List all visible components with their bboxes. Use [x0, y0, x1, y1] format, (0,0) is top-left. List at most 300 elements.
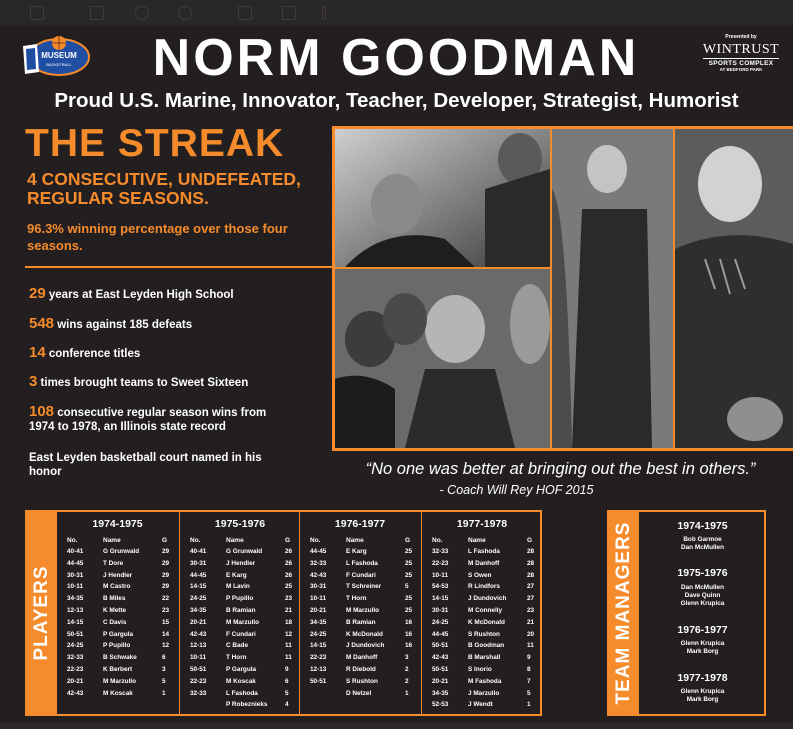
player-name: M Marzullo [346, 607, 380, 614]
player-name: S Rushton [468, 630, 500, 638]
stat-number: 29 [29, 285, 46, 302]
team-managers [607, 510, 766, 716]
table-row [180, 690, 300, 702]
stat-text: East Leyden basketball court named in his honor [29, 452, 262, 478]
table-row [180, 678, 300, 690]
jersey-number: 24-25 [190, 595, 207, 603]
player-name: T Schreiner [346, 583, 382, 591]
player-name: R Diebold [346, 666, 376, 673]
table-row [300, 572, 420, 584]
season-column [421, 512, 542, 714]
player-name: T Horn [226, 654, 247, 662]
jersey-number: 30-31 [67, 571, 84, 579]
games-played: 9 [527, 654, 531, 662]
jersey-number: 10-11 [432, 571, 448, 579]
svg-text:MUSEUM: MUSEUM [41, 51, 77, 60]
sponsor-line1: SPORTS COMPLEX [708, 60, 774, 67]
manager-name: Mark Borg [686, 696, 719, 703]
player-name: G Grunwald [103, 548, 140, 555]
table-row [180, 654, 300, 666]
jersey-number: 50-51 [432, 642, 449, 650]
table-row [180, 666, 300, 678]
jersey-number: 14-15 [310, 642, 327, 650]
games-played: 23 [162, 607, 170, 614]
player-name: P Gargula [226, 666, 257, 673]
col-header-name: Name [226, 537, 244, 544]
jersey-number: 44-45 [432, 630, 449, 638]
table-row [57, 583, 178, 595]
table-row [57, 666, 178, 678]
player-name: G Grunwald [226, 548, 263, 555]
player-name: M Castro [103, 583, 131, 591]
table-row [57, 619, 178, 631]
games-played: 5 [527, 689, 531, 697]
games-played: 25 [405, 559, 413, 567]
games-played: 16 [405, 642, 413, 650]
games-played: 11 [285, 642, 292, 650]
manager-season-year: 1976-1977 [677, 624, 728, 636]
sponsor-line2: AT BEDFORD PARK [719, 67, 763, 72]
table-row [180, 583, 300, 595]
jersey-number: 24-25 [67, 642, 84, 650]
table-row [422, 583, 542, 595]
games-played: 23 [527, 607, 535, 614]
player-name: C Bade [226, 642, 249, 650]
photo-coach-portrait [675, 129, 793, 448]
manager-season-year: 1977-1978 [677, 672, 728, 684]
jersey-number: 30-31 [190, 559, 207, 567]
manager-name: Glenn Krupica [680, 640, 725, 647]
player-name: M Connelly [468, 607, 503, 614]
stat-item [29, 287, 329, 302]
table-row [57, 572, 178, 584]
photo-coach-sideline [335, 129, 550, 267]
jersey-number: 32-33 [190, 689, 207, 697]
player-name: J Hendler [226, 559, 256, 567]
jersey-number: 44-45 [310, 548, 327, 555]
table-row [300, 642, 420, 654]
games-played: 25 [285, 583, 293, 591]
table-row [180, 595, 300, 607]
player-name: B Miles [103, 595, 126, 603]
table-row [57, 548, 178, 560]
manager-name: Bob Garmoe [683, 536, 722, 543]
table-row [300, 678, 420, 690]
jersey-number: 12-13 [67, 607, 84, 614]
table-row [422, 548, 542, 560]
stat-number: 14 [29, 344, 46, 361]
jersey-number: 50-51 [67, 630, 84, 638]
games-played: 14 [162, 630, 170, 638]
stat-text: years at East Leyden High School [48, 289, 234, 301]
player-name: L Fashoda [468, 548, 500, 555]
games-played: 1 [527, 701, 531, 709]
jersey-number: 34-35 [432, 689, 449, 697]
player-name: M Danhoff [468, 559, 500, 567]
page-title: NORM GOODMAN [152, 29, 640, 87]
player-name: K McDonald [346, 630, 383, 638]
games-played: 1 [162, 689, 166, 697]
player-name: B Ramian [226, 607, 256, 614]
col-header-no: No. [310, 537, 321, 544]
manager-names [639, 536, 766, 552]
jersey-number: 12-13 [190, 642, 207, 650]
table-row [180, 701, 300, 713]
games-played: 3 [405, 654, 409, 662]
player-name: M Koscak [103, 689, 133, 697]
jersey-number: 50-51 [432, 666, 449, 673]
jersey-number: 50-51 [190, 666, 207, 673]
player-name: R Lindfors [468, 583, 500, 591]
games-played: 28 [527, 571, 535, 579]
managers-label: TEAM MANAGERS [613, 521, 634, 705]
table-row [422, 642, 542, 654]
games-played: 26 [285, 571, 293, 579]
table-row [57, 607, 178, 619]
player-name: B Marshall [468, 654, 501, 662]
player-name: B Schwake [103, 654, 137, 662]
divider [25, 266, 337, 268]
table-row [300, 666, 420, 678]
table-row [300, 654, 420, 666]
player-name: K Berbert [103, 666, 133, 673]
jersey-number: 50-51 [310, 677, 327, 685]
player-name: P Robeznieks [226, 701, 268, 709]
table-row [422, 631, 542, 643]
col-header-name: Name [103, 537, 121, 544]
player-name: J Dundovich [346, 642, 385, 650]
player-name: T Horn [346, 595, 367, 603]
games-played: 29 [162, 559, 170, 567]
games-played: 11 [285, 654, 292, 662]
table-row [300, 619, 420, 631]
stat-item [29, 346, 329, 361]
jersey-number: 14-15 [67, 618, 84, 626]
stat-text: wins against 185 defeats [57, 319, 193, 331]
stat-item [29, 451, 294, 479]
games-played: 25 [405, 595, 413, 603]
games-played: 1 [405, 689, 409, 697]
quote-text: “No one was better at bringing out the best in others.” [365, 460, 756, 478]
games-played: 29 [162, 583, 170, 591]
jersey-number: 20-21 [310, 607, 327, 614]
manager-name: Mark Borg [686, 648, 719, 655]
games-played: 5 [162, 677, 166, 685]
jersey-number: 24-25 [432, 618, 449, 626]
jersey-number: 22-23 [310, 654, 327, 662]
season-column [299, 512, 420, 714]
player-name: J Wendt [468, 701, 493, 709]
games-played: 21 [285, 607, 293, 614]
clock-icon[interactable] [135, 6, 149, 20]
table-row [57, 642, 178, 654]
jersey-number: 44-45 [67, 559, 84, 567]
games-played: 27 [527, 583, 535, 591]
stat-number: 548 [29, 315, 55, 332]
jersey-number: 34-35 [190, 607, 207, 614]
player-name: S Owen [468, 571, 492, 579]
mail-icon[interactable] [90, 6, 104, 20]
jersey-number: 14-15 [432, 595, 449, 603]
table-row [180, 642, 300, 654]
jersey-number: 42-43 [310, 571, 327, 579]
games-played: 12 [285, 630, 293, 638]
jersey-number: 44-45 [190, 571, 207, 579]
table-row [422, 607, 542, 619]
player-name: T Dore [103, 559, 124, 567]
games-played: 29 [162, 548, 170, 555]
table-row [57, 631, 178, 643]
games-played: 8 [527, 666, 531, 673]
jersey-number: 22-23 [67, 666, 84, 673]
jersey-number: 42-43 [67, 689, 84, 697]
sponsor-brand: WINTRUST [702, 42, 780, 57]
games-played: 28 [527, 559, 535, 567]
jersey-number: 14-15 [190, 583, 207, 591]
player-name: M Marzullo [226, 618, 260, 626]
games-played: 22 [162, 595, 170, 603]
col-header-g: G [162, 537, 168, 544]
jersey-number: 30-31 [432, 607, 449, 614]
table-row [57, 678, 178, 690]
player-name: M Danhoff [346, 654, 378, 662]
games-played: 25 [405, 607, 413, 614]
col-header-g: G [405, 537, 411, 544]
manager-name: Dan McMullen [681, 584, 724, 591]
manager-name: Dave Quinn [684, 592, 721, 599]
basketball-museum-logo [13, 34, 93, 80]
manager-season-year: 1975-1976 [677, 567, 728, 579]
player-name: J Hendler [103, 571, 133, 579]
season-title: 1975-1976 [214, 518, 266, 530]
table-row [422, 560, 542, 572]
photo-collage [332, 126, 793, 451]
manager-name: Glenn Krupica [680, 688, 725, 695]
player-name: L Fashoda [226, 689, 258, 697]
jersey-number: 42-43 [432, 654, 449, 662]
check-circle-icon[interactable] [178, 6, 192, 20]
stat-text: consecutive regular season wins from 1974 to 1978, an Illinois state record [29, 407, 267, 433]
jersey-number: 30-31 [310, 583, 327, 591]
photo-coach-huddle [335, 269, 550, 448]
table-row [422, 666, 542, 678]
jersey-number: 40-41 [190, 548, 207, 555]
table-row [180, 560, 300, 572]
season-column [179, 512, 300, 714]
player-name: E Karg [346, 548, 367, 555]
games-played: 5 [285, 689, 289, 697]
jersey-number: 32-33 [67, 654, 84, 662]
games-played: 3 [162, 666, 166, 673]
season-column [57, 512, 178, 714]
streak-subheading: 4 CONSECUTIVE, UNDEFEATED, REGULAR SEASONS. [27, 169, 301, 208]
games-played: 9 [285, 666, 289, 673]
table-row [57, 595, 178, 607]
player-name: F Cundari [226, 630, 256, 638]
jersey-number: 34-35 [310, 618, 327, 626]
player-name: S Rushton [346, 677, 378, 685]
manager-names [639, 640, 766, 656]
player-name: M Fashoda [468, 677, 502, 685]
games-played: 20 [527, 630, 535, 638]
season-title: 1976-1977 [334, 518, 386, 530]
jersey-number: 32-33 [310, 559, 327, 567]
season-title: 1977-1978 [456, 518, 508, 530]
bottom-bar [0, 722, 793, 729]
jersey-number: 20-21 [432, 677, 449, 685]
player-name: K Mette [103, 607, 127, 614]
table-row [180, 572, 300, 584]
streak-heading: THE STREAK [25, 122, 285, 165]
games-played: 16 [405, 630, 413, 638]
table-row [300, 583, 420, 595]
jersey-number: 10-11 [310, 595, 326, 603]
table-row [300, 595, 420, 607]
table-row [180, 619, 300, 631]
games-played: 5 [405, 583, 409, 591]
stat-number: 108 [29, 403, 55, 420]
jersey-number: 10-11 [190, 654, 206, 662]
player-name: B Ramian [346, 618, 376, 626]
games-played: 29 [162, 571, 170, 579]
stat-number: 3 [29, 373, 38, 390]
player-name: M Lavin [226, 583, 250, 591]
jersey-number: 12-13 [310, 666, 327, 673]
games-played: 11 [527, 642, 534, 650]
jersey-number: 40-41 [67, 548, 84, 555]
manager-name: Glenn Krupica [680, 600, 725, 607]
table-row [57, 654, 178, 666]
stat-text: times brought teams to Sweet Sixteen [40, 377, 249, 389]
col-header-name: Name [346, 537, 364, 544]
col-header-g: G [527, 537, 533, 544]
games-played: 25 [405, 548, 413, 555]
table-row [300, 548, 420, 560]
col-header-no: No. [67, 537, 78, 544]
games-played: 27 [527, 595, 535, 603]
table-row [180, 548, 300, 560]
table-row [422, 595, 542, 607]
streak-percentage: 96.3% winning percentage over those four seasons. [27, 221, 288, 253]
games-played: 2 [405, 677, 409, 685]
table-row [300, 607, 420, 619]
games-played: 28 [527, 548, 535, 555]
presented-by: Presented by [725, 34, 757, 40]
games-played: 7 [527, 677, 531, 685]
table-row [180, 631, 300, 643]
players-label-bar [27, 512, 57, 714]
games-played: 23 [285, 595, 293, 603]
player-name: E Karg [226, 571, 247, 579]
table-row [422, 701, 542, 713]
table-row [422, 678, 542, 690]
games-played: 6 [162, 654, 166, 662]
table-row [300, 560, 420, 572]
table-row [57, 690, 178, 702]
jersey-number: 10-11 [67, 583, 83, 591]
more-icon[interactable] [322, 6, 326, 20]
col-header-no: No. [190, 537, 201, 544]
games-played: 12 [162, 642, 170, 650]
games-played: 21 [527, 618, 535, 626]
manager-names [639, 584, 766, 608]
player-name: C Davis [103, 618, 127, 626]
player-name: D Netzel [346, 689, 372, 697]
player-name: M Marzullo [103, 677, 137, 685]
player-name: L Fashoda [346, 559, 378, 567]
stat-item [29, 405, 294, 434]
manager-name: Dan McMullen [681, 544, 724, 551]
managers-label-bar [609, 512, 639, 714]
games-played: 2 [405, 666, 409, 673]
table-row [57, 560, 178, 572]
games-played: 15 [162, 618, 170, 626]
jersey-number: 20-21 [190, 618, 207, 626]
jersey-number: 24-25 [310, 630, 327, 638]
col-header-name: Name [468, 537, 486, 544]
svg-text:BASKETBALL: BASKETBALL [46, 62, 72, 67]
folder-icon[interactable] [238, 6, 252, 20]
quote-attribution: - Coach Will Rey HOF 2015 [439, 483, 594, 497]
games-played: 26 [285, 548, 293, 555]
table-row [300, 690, 420, 702]
games-played: 16 [405, 618, 413, 626]
manager-names [639, 688, 766, 704]
table-row [422, 690, 542, 702]
photo-coach-gesturing [552, 129, 673, 448]
games-played: 4 [285, 701, 289, 709]
season-title: 1974-1975 [92, 518, 143, 530]
trash-icon[interactable] [30, 6, 44, 20]
subtitle: Proud U.S. Marine, Innovator, Teacher, Developer, Strategist, Humorist [54, 89, 739, 112]
player-name: P Pupillo [226, 595, 254, 603]
player-name: S Inorio [468, 666, 492, 673]
games-played: 25 [405, 571, 413, 579]
player-name: P Pupillo [103, 642, 131, 650]
player-name: B Goodman [468, 642, 505, 650]
table-row [422, 572, 542, 584]
stat-item [29, 375, 329, 390]
games-played: 18 [285, 618, 293, 626]
table-row [300, 631, 420, 643]
player-name: M Koscak [226, 677, 256, 685]
sponsor-logo [694, 34, 788, 72]
col-header-g: G [285, 537, 291, 544]
label-icon[interactable] [282, 6, 296, 20]
manager-season-year: 1974-1975 [677, 520, 728, 532]
jersey-number: 42-43 [190, 630, 207, 638]
player-name: J Marzullo [468, 689, 500, 697]
player-name: J Dundovich [468, 595, 507, 603]
jersey-number: 34-35 [67, 595, 84, 603]
player-name: F Cundari [346, 571, 376, 579]
top-toolbar [0, 0, 793, 26]
table-row [422, 654, 542, 666]
jersey-number: 22-23 [432, 559, 449, 567]
player-name: K McDonald [468, 618, 505, 626]
players-label: PLAYERS [31, 565, 52, 661]
jersey-number: 32-33 [432, 548, 449, 555]
players-roster [25, 510, 542, 716]
jersey-number: 22-23 [190, 677, 207, 685]
stat-text: conference titles [48, 348, 141, 360]
player-name: P Gargula [103, 630, 134, 638]
jersey-number: 20-21 [67, 677, 84, 685]
games-played: 26 [285, 559, 293, 567]
jersey-number: 54-53 [432, 583, 449, 591]
jersey-number: 52-53 [432, 701, 449, 709]
games-played: 6 [285, 677, 289, 685]
